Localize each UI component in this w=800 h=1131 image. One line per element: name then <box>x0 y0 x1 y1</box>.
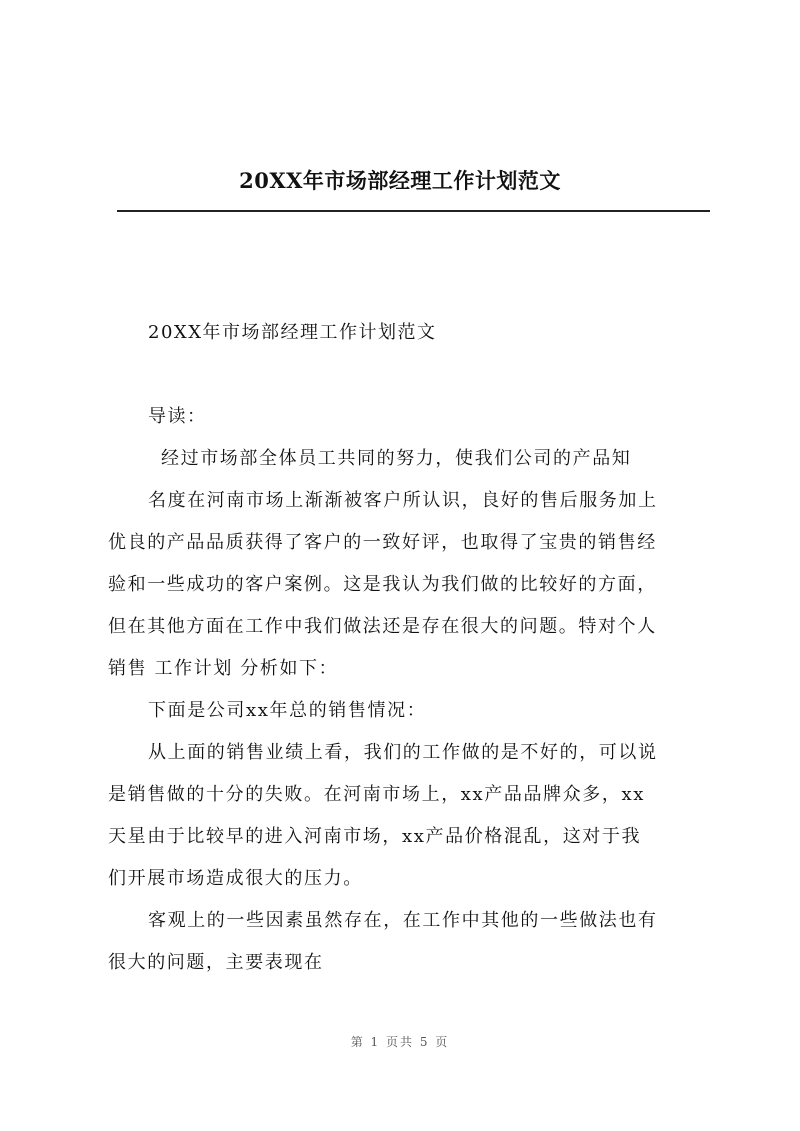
paragraph-line: 很大的问题，主要表现在 <box>108 952 324 973</box>
document-title: 20XX年市场部经理工作计划范文 <box>148 322 437 343</box>
paragraph-line: 从上面的销售业绩上看，我们的工作做的是不好的，可以说 <box>148 742 658 763</box>
paragraph-line: 天星由于比较早的进入河南市场，xx产品价格混乱，这对于我 <box>108 826 642 847</box>
header-title: 20XX年市场部经理工作计划范文 <box>239 168 561 193</box>
paragraph-line: 验和一些成功的客户案例。这是我认为我们做的比较好的方面， <box>108 574 657 595</box>
header-divider <box>117 210 710 212</box>
page-footer: 第 1 页共 5 页 <box>350 1035 450 1049</box>
paragraph-line: 是销售做的十分的失败。在河南市场上，xx产品品牌众多，xx <box>108 784 646 805</box>
paragraph-line: 们开展市场造成很大的压力。 <box>108 868 363 889</box>
paragraph-line: 销售 工作计划 分析如下： <box>108 658 339 679</box>
paragraph-line: 客观上的一些因素虽然存在，在工作中其他的一些做法也有 <box>148 910 658 931</box>
paragraph-line: 经过市场部全体员工共同的努力，使我们公司的产品知 <box>161 448 632 469</box>
paragraph-line: 但在其他方面在工作中我们做法还是存在很大的问题。特对个人 <box>108 616 657 637</box>
paragraph-line: 下面是公司xx年总的销售情况： <box>148 700 427 721</box>
intro-label: 导读： <box>148 406 207 427</box>
paragraph-line: 名度在河南市场上渐渐被客户所认识，良好的售后服务加上 <box>148 490 658 511</box>
paragraph-line: 优良的产品品质获得了客户的一致好评，也取得了宝贵的销售经 <box>108 532 657 553</box>
